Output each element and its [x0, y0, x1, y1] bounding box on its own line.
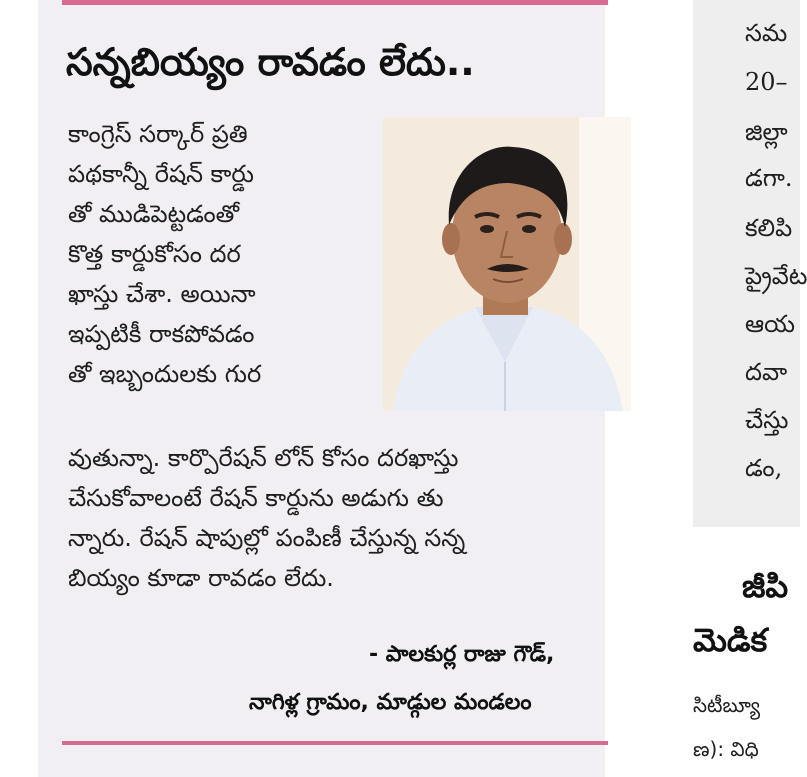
text-line: ఇప్పటికీ రాకపోవడం [68, 320, 255, 348]
text-line: జిల్లా [745, 118, 788, 146]
person-portrait-icon [383, 117, 631, 411]
text-line: తో ముడిపెట్టడంతో [68, 200, 240, 228]
text-line: పథకాన్నీ రేషన్ కార్డు [68, 160, 254, 188]
adjacent-article-box [693, 0, 807, 527]
text-line: వుతున్నా. కార్పొరేషన్ లోన్ కోసం దరఖాస్తు [68, 444, 459, 472]
adjacent-body-line: సిటీబ్యూ [693, 693, 760, 717]
text-line: చేస్తు [745, 406, 789, 434]
adjacent-headline-line-2: మెడిక [693, 621, 768, 659]
text-line: చేసుకోవాలంటే రేషన్ కార్డును అడుగు తు [68, 484, 444, 512]
text-line: డం, [745, 454, 783, 482]
text-line: కాంగ్రెస్ సర్కార్ ప్రతి [68, 120, 248, 148]
text-line: బియ్యం కూడా రావడం లేదు. [68, 564, 334, 592]
text-line: 20– [745, 68, 788, 96]
article-lead-text [68, 114, 358, 394]
signature-name: - పాలకుర్ల రాజు గౌడ్, [369, 642, 555, 667]
adjacent-body-line: ణ): విధి [693, 737, 759, 761]
signature-place: నాగిళ్ల గ్రామం, మాడ్గుల మండలం [249, 690, 532, 715]
text-line: న్నారు. రేషన్ షాపుల్లో పంపిణీ చేస్తున్న సన్న [68, 524, 466, 552]
top-rule [62, 0, 608, 5]
article-body-text [68, 438, 608, 598]
text-line: ప్రైవేట [745, 262, 807, 290]
article-panel [38, 0, 605, 777]
text-line: తో ఇబ్బందులకు గుర [68, 360, 262, 388]
text-line: కొత్త కార్డుకోసం దర [68, 240, 241, 268]
person-photo [383, 117, 631, 411]
adjacent-headline-line-1: జీపి [742, 567, 789, 605]
text-line: కలిపి [745, 214, 793, 242]
text-line: దవా [745, 358, 788, 386]
text-line: సమ [745, 19, 788, 47]
bottom-rule [62, 741, 608, 745]
text-line: ఆయ [745, 310, 796, 338]
text-line: డగా. [745, 164, 793, 192]
article-headline: సన్నబియ్యం రావడం లేదు.. [66, 40, 475, 84]
text-line: ఖాస్తు చేశా. అయినా [68, 280, 256, 308]
